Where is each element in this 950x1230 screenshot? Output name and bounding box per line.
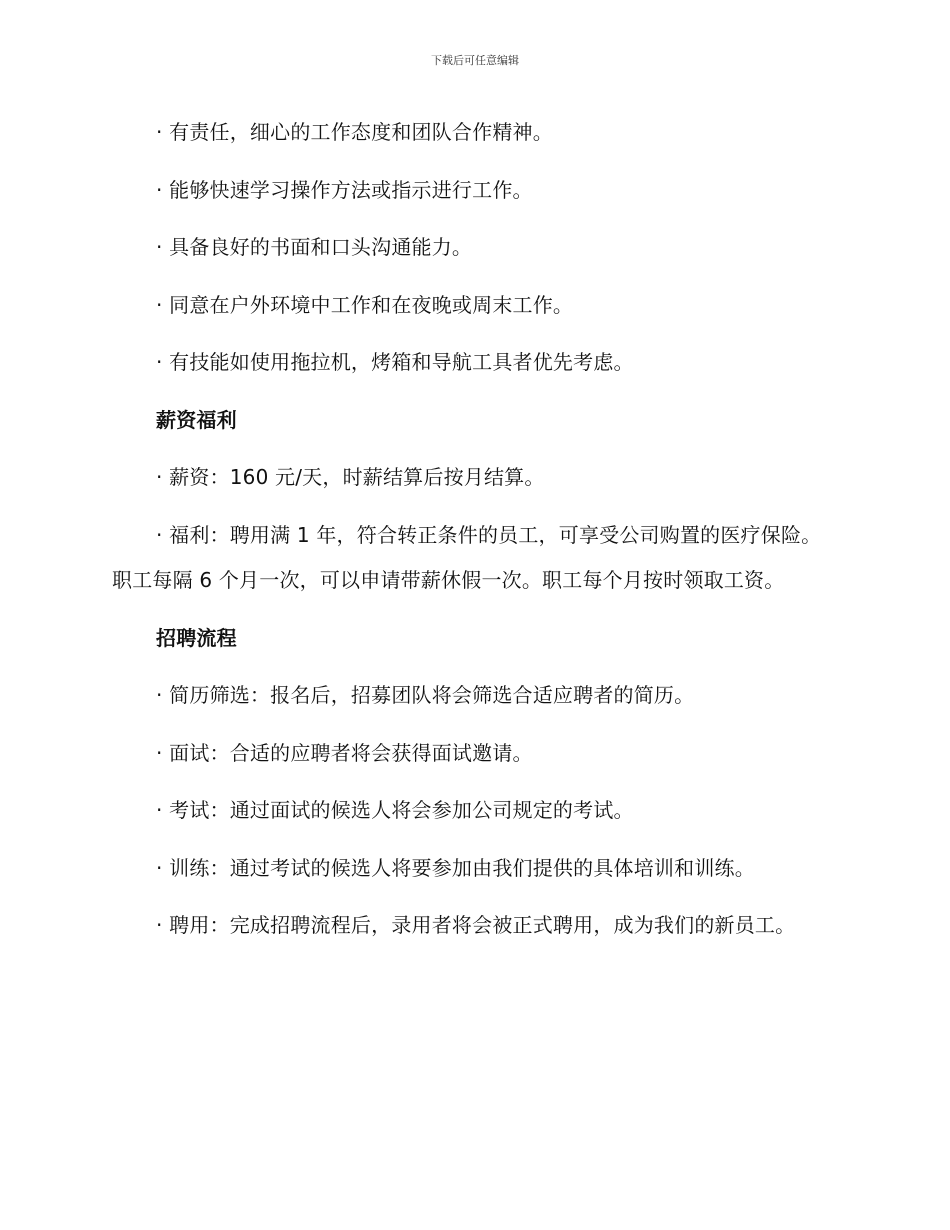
process-item: · 训练：通过考试的候选人将要参加由我们提供的具体培训和训练。 bbox=[156, 855, 755, 880]
process-item: · 考试：通过面试的候选人将会参加公司规定的考试。 bbox=[156, 798, 634, 822]
requirement-item: · 有责任，细心的工作态度和团队合作精神。 bbox=[156, 120, 553, 144]
salary-item: · 薪资：160 元/天，时薪结算后按月结算。 bbox=[156, 465, 545, 489]
process-item: · 聘用：完成招聘流程后，录用者将会被正式聘用，成为我们的新员工。 bbox=[156, 913, 796, 937]
benefits-item: · 福利：聘用满 1 年，符合转正条件的员工，可享受公司购置的医疗保险。职工每隔 6 个月一次，可以申请带薪休假一次。职工每个月按时领取工资。 bbox=[112, 522, 822, 592]
page-header: 下载后可任意编辑 bbox=[431, 54, 519, 67]
section-heading-process: 招聘流程 bbox=[156, 625, 237, 650]
section-heading-salary: 薪资福利 bbox=[156, 407, 237, 432]
process-item: · 面试：合适的应聘者将会获得面试邀请。 bbox=[156, 740, 533, 765]
process-item: · 简历筛选：报名后，招募团队将会筛选合适应聘者的简历。 bbox=[156, 683, 695, 707]
requirement-item: · 能够快速学习操作方法或指示进行工作。 bbox=[156, 177, 533, 202]
requirement-item: · 具备良好的书面和口头沟通能力。 bbox=[156, 235, 473, 259]
requirement-item: · 有技能如使用拖拉机，烤箱和导航工具者优先考虑。 bbox=[156, 350, 634, 374]
document-body bbox=[112, 110, 832, 949]
requirement-item: · 同意在户外环境中工作和在夜晚或周末工作。 bbox=[156, 292, 574, 317]
